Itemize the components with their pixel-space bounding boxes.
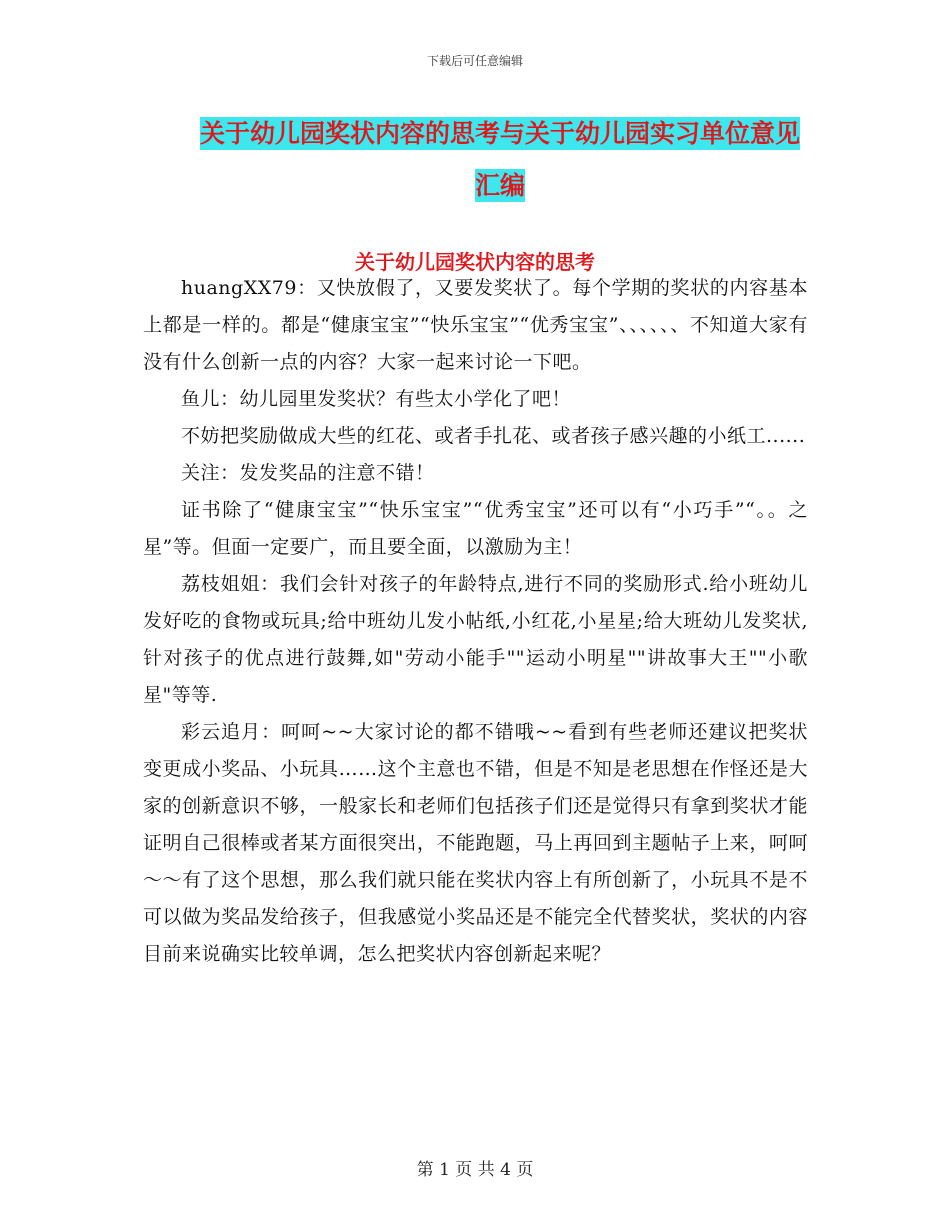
page-header-note: 下载后可任意编辑 [426, 54, 523, 68]
paragraph: 不妨把奖励做成大些的红花、或者手扎花、或者孩子感兴趣的小纸工...... [181, 425, 806, 447]
document-body [143, 270, 808, 973]
paragraph: 彩云追月：呵呵~~大家讨论的都不错哦~~看到有些老师还建议把奖状变更成小奖品、小玩具……这个主意也不错，但是不知是老思想在作怪还是大家的创新意识不够，一般家长和老师们包括孩子们还是觉得只有拿到奖状才能证明自己很棒或者某方面很突出，不能跑题，马上再回到主题帖子上来，呵呵～～有了这个思想，那么我们就只能在奖状内容上有所创新了，小玩具不是不可以做为奖品发给孩子，但我感觉小奖品还是不能完全代替奖状，奖状的内容目前来说确实比较单调，怎么把奖状内容创新起来呢？ [143, 721, 808, 965]
paragraph: 关注：发发奖品的注意不错！ [181, 462, 435, 484]
document-title [190, 108, 810, 212]
paragraph: 荔枝姐姐：我们会针对孩子的年龄特点,进行不同的奖励形式.给小班幼儿发好吃的食物或玩具;给中班幼儿发小帖纸,小红花,小星星;给大班幼儿发奖状,针对孩子的优点进行鼓舞,如"劳动小能手""运动小明星""讲故事大王""小歌星"等等. [143, 573, 808, 706]
section-title: 关于幼儿园奖状内容的思考 [355, 250, 595, 274]
document-title-text: 关于幼儿园奖状内容的思考与关于幼儿园实习单位意见汇编 [199, 119, 800, 200]
paragraph: 证书除了“健康宝宝”“快乐宝宝”“优秀宝宝”还可以有“小巧手”“。。之星”等。但面一定要广，而且要全面，以激励为主！ [143, 499, 808, 558]
paragraph: huangXX79：又快放假了，又要发奖状了。每个学期的奖状的内容基本上都是一样的。都是“健康宝宝”“快乐宝宝”“优秀宝宝”、、、、、、不知道大家有没有什么创新一点的内容？大家一起来讨论一下吧。 [143, 277, 808, 373]
page-footer: 第 1 页 共 4 页 [416, 1160, 534, 1180]
paragraph: 鱼儿：幼儿园里发奖状？有些太小学化了吧！ [181, 388, 572, 410]
